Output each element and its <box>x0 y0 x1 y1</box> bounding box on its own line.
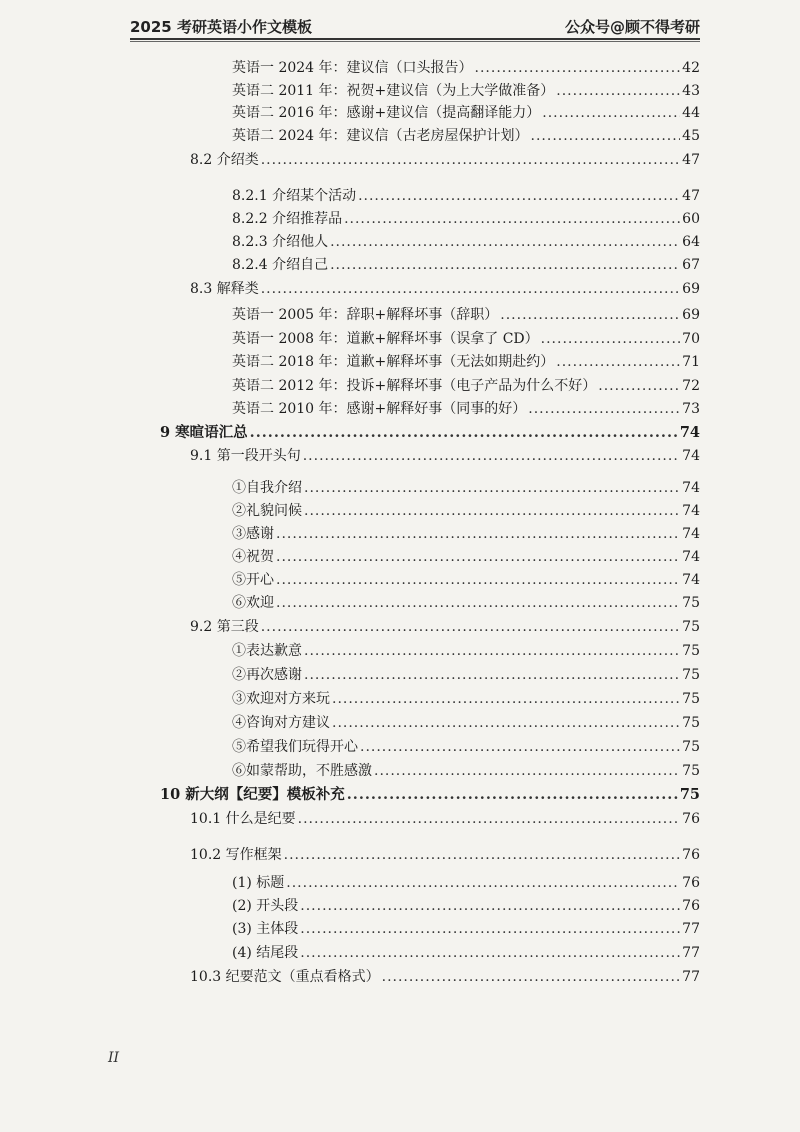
header-title: 2025 考研英语小作文模板 <box>130 18 312 36</box>
toc-entry[interactable] <box>232 305 700 325</box>
toc-page-number: 77 <box>682 969 700 985</box>
toc-page-number: 73 <box>682 401 700 417</box>
toc-page-number: 64 <box>682 234 700 250</box>
toc-leader-dots <box>556 81 680 101</box>
toc-leader-dots <box>304 641 680 661</box>
toc-leader-dots <box>276 570 680 590</box>
toc-entry[interactable] <box>232 641 700 661</box>
toc-entry-title: 英语二 2012 年：投诉+解释坏事（电子产品为什么不好） <box>232 378 597 394</box>
toc-entry-title: 英语二 2024 年：建议信（古老房屋保护计划） <box>232 128 529 144</box>
toc-section[interactable] <box>190 809 700 829</box>
toc-entry-title: 8.3 解释类 <box>190 281 259 297</box>
toc-leader-dots <box>300 943 680 963</box>
toc-page-number: 74 <box>682 480 700 496</box>
toc-entry-title: (3) 主体段 <box>232 921 299 937</box>
toc-entry-title: 英语一 2024 年：建议信（口头报告） <box>232 60 473 76</box>
toc-section[interactable] <box>190 967 700 987</box>
toc-leader-dots <box>344 209 680 229</box>
toc-entry[interactable] <box>232 186 700 206</box>
toc-entry[interactable] <box>232 58 700 78</box>
toc-entry[interactable] <box>232 873 700 893</box>
header-source: 公众号@顾不得考研 <box>564 18 700 36</box>
toc-entry-title: 10.1 什么是纪要 <box>190 811 296 827</box>
toc-entry[interactable] <box>232 570 700 590</box>
toc-page-number: 75 <box>682 667 700 683</box>
toc-leader-dots <box>304 665 680 685</box>
toc-entry-title: (1) 标题 <box>232 875 285 891</box>
toc-page-number: 76 <box>682 811 700 827</box>
toc-page-number: 45 <box>682 128 700 144</box>
toc-entry-title: 10.2 写作框架 <box>190 847 282 863</box>
header-rule-thin <box>130 41 700 42</box>
toc-page-number: 75 <box>682 715 700 731</box>
toc-leader-dots <box>304 478 680 498</box>
toc-leader-dots <box>286 873 680 893</box>
toc-entry-title: 9.2 第三段 <box>190 619 259 635</box>
toc-page-number: 72 <box>682 378 700 394</box>
toc-leader-dots <box>261 279 680 299</box>
toc-entry-title: ⑤开心 <box>232 572 274 588</box>
toc-entry-title: ④咨询对方建议 <box>232 715 330 731</box>
toc-leader-dots <box>475 58 681 78</box>
toc-entry-title: ③欢迎对方来玩 <box>232 691 330 707</box>
toc-entry-title: 9 寒暄语汇总 <box>160 424 248 441</box>
toc-page-number: 42 <box>682 60 700 76</box>
toc-leader-dots <box>276 524 680 544</box>
toc-page-number: 74 <box>682 549 700 565</box>
toc-entry[interactable] <box>232 943 700 963</box>
toc-leader-dots <box>261 617 680 637</box>
toc-entry-title: 英语一 2008 年：道歉+解释坏事（误拿了 CD） <box>232 331 539 347</box>
toc-leader-dots <box>300 919 680 939</box>
toc-entry[interactable] <box>232 209 700 229</box>
toc-entry[interactable] <box>232 524 700 544</box>
toc-leader-dots <box>531 126 681 146</box>
toc-page-number: 76 <box>682 847 700 863</box>
toc-leader-dots <box>304 501 680 521</box>
toc-leader-dots <box>360 737 680 757</box>
toc-leader-dots <box>347 785 678 805</box>
page-header <box>130 14 700 36</box>
toc-entry-title: 英语二 2016 年：感谢+建议信（提高翻译能力） <box>232 105 541 121</box>
toc-entry[interactable] <box>232 478 700 498</box>
toc-leader-dots <box>556 352 680 372</box>
toc-entry-title: 英语二 2011 年：祝贺+建议信（为上大学做准备） <box>232 83 555 99</box>
toc-leader-dots <box>276 547 680 567</box>
toc-entry[interactable] <box>232 737 700 757</box>
toc-entry[interactable] <box>232 232 700 252</box>
toc-section[interactable] <box>190 279 700 299</box>
toc-entry[interactable] <box>232 126 700 146</box>
toc-leader-dots <box>358 186 680 206</box>
toc-leader-dots <box>300 896 680 916</box>
toc-leader-dots <box>298 809 681 829</box>
toc-page-number: 76 <box>682 875 700 891</box>
toc-leader-dots <box>276 593 680 613</box>
toc-entry[interactable] <box>232 547 700 567</box>
toc-page-number: 71 <box>682 354 700 370</box>
toc-leader-dots <box>332 713 680 733</box>
toc-entry[interactable] <box>232 761 700 781</box>
toc-entry-title: 英语一 2005 年：辞职+解释坏事（辞职） <box>232 307 499 323</box>
toc-page-number: 77 <box>682 921 700 937</box>
toc-leader-dots <box>598 376 680 396</box>
toc-entry-title: ⑥如蒙帮助，不胜感激 <box>232 763 372 779</box>
toc-entry-title: 8.2 介绍类 <box>190 152 259 168</box>
toc-entry-title: ③感谢 <box>232 526 274 542</box>
toc-page-number: 74 <box>682 448 700 464</box>
toc-page-number: 47 <box>682 188 700 204</box>
toc-entry[interactable] <box>232 896 700 916</box>
toc-entry[interactable] <box>232 255 700 275</box>
toc-page-number: 69 <box>682 281 700 297</box>
toc-page-number: 75 <box>679 786 700 803</box>
toc-chapter[interactable] <box>160 785 700 805</box>
toc-section[interactable] <box>190 446 700 466</box>
toc-leader-dots <box>330 255 680 275</box>
toc-entry-title: ⑤希望我们玩得开心 <box>232 739 358 755</box>
toc-entry[interactable] <box>232 689 700 709</box>
toc-leader-dots <box>303 446 680 466</box>
toc-page-number: 76 <box>682 898 700 914</box>
toc-leader-dots <box>500 305 680 325</box>
toc-entry[interactable] <box>232 376 700 396</box>
toc-leader-dots <box>382 967 681 987</box>
toc-leader-dots <box>528 399 680 419</box>
toc-entry[interactable] <box>232 501 700 521</box>
toc-entry-title: 9.1 第一段开头句 <box>190 448 301 464</box>
toc-section[interactable] <box>190 845 700 865</box>
toc-page-number: 43 <box>682 83 700 99</box>
toc-leader-dots <box>284 845 681 865</box>
toc-page-number: 70 <box>682 331 700 347</box>
page-number: II <box>108 1050 120 1066</box>
toc-page-number: 74 <box>682 526 700 542</box>
toc-entry[interactable] <box>232 81 700 101</box>
toc-entry-title: 10 新大纲【纪要】模板补充 <box>160 786 345 803</box>
toc-entry-title: ④祝贺 <box>232 549 274 565</box>
toc-page-number: 74 <box>682 572 700 588</box>
toc-entry-title: ①表达歉意 <box>232 643 302 659</box>
toc-leader-dots <box>541 329 681 349</box>
toc-entry[interactable] <box>232 713 700 733</box>
toc-entry[interactable] <box>232 352 700 372</box>
toc-page-number: 44 <box>682 105 700 121</box>
toc-page-number: 60 <box>682 211 700 227</box>
toc-entry-title: ②礼貌问候 <box>232 503 302 519</box>
toc-entry-title: 8.2.1 介绍某个活动 <box>232 188 357 204</box>
toc-entry-title: 8.2.2 介绍推荐品 <box>232 211 343 227</box>
toc-chapter[interactable] <box>160 423 700 443</box>
toc-entry-title: 10.3 纪要范文（重点看格式） <box>190 969 380 985</box>
toc-page-number: 74 <box>679 424 700 441</box>
toc-section[interactable] <box>190 150 700 170</box>
toc-leader-dots <box>542 103 680 123</box>
toc-leader-dots <box>261 150 680 170</box>
toc-page-number: 77 <box>682 945 700 961</box>
toc-page-number: 75 <box>682 595 700 611</box>
toc-leader-dots <box>332 689 680 709</box>
toc-entry[interactable] <box>232 593 700 613</box>
toc-entry-title: 英语二 2010 年：感谢+解释好事（同事的好） <box>232 401 527 417</box>
toc-leader-dots <box>374 761 680 781</box>
toc-page-number: 75 <box>682 739 700 755</box>
toc-page-number: 74 <box>682 503 700 519</box>
toc-entry-title: 8.2.4 介绍自己 <box>232 257 329 273</box>
toc-entry[interactable] <box>232 919 700 939</box>
toc-page-number: 75 <box>682 691 700 707</box>
toc-entry-title: 8.2.3 介绍他人 <box>232 234 329 250</box>
toc-entry[interactable] <box>232 665 700 685</box>
toc-page-number: 75 <box>682 619 700 635</box>
toc-entry[interactable] <box>232 103 700 123</box>
header-rule <box>130 38 700 40</box>
toc-page-number: 67 <box>682 257 700 273</box>
toc-entry[interactable] <box>232 329 700 349</box>
toc-entry-title: 英语二 2018 年：道歉+解释坏事（无法如期赴约） <box>232 354 555 370</box>
toc-page-number: 75 <box>682 643 700 659</box>
toc-page-number: 47 <box>682 152 700 168</box>
toc-entry-title: (4) 结尾段 <box>232 945 299 961</box>
toc-page-number: 75 <box>682 763 700 779</box>
toc-entry-title: ②再次感谢 <box>232 667 302 683</box>
toc-leader-dots <box>330 232 680 252</box>
toc-entry-title: (2) 开头段 <box>232 898 299 914</box>
toc-page-number: 69 <box>682 307 700 323</box>
toc-entry-title: ①自我介绍 <box>232 480 302 496</box>
toc-entry[interactable] <box>232 399 700 419</box>
toc-entry-title: ⑥欢迎 <box>232 595 274 611</box>
toc-section[interactable] <box>190 617 700 637</box>
toc-leader-dots <box>250 423 678 443</box>
